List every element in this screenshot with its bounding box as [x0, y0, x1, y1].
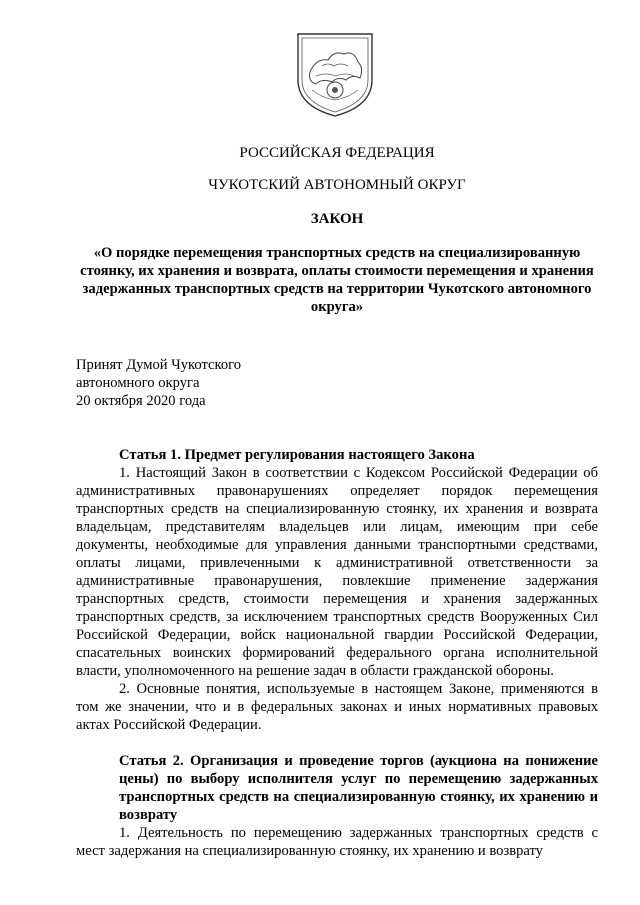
adoption-line-1: Принят Думой Чукотского — [76, 357, 242, 373]
article-1-paragraph-2: 2. Основные понятия, используемые в настоящем Законе, применяются в том же значении, что и в федеральных законах и иных нормативных правовых актах Российской Федерации. — [76, 681, 598, 733]
adoption-block — [76, 356, 241, 410]
coat-of-arms-icon — [292, 28, 378, 120]
article-2-title: Статья 2. Организация и проведение торгов (аукциона на понижение цены) по выбору исполнителя услуг по перемещению задержанных транспортных средств на специализированную стоянку, их хранению и возврату — [119, 753, 598, 823]
article-1-title: Статья 1. Предмет регулирования настоящего Закона — [119, 447, 475, 463]
adoption-date: 20 октября 2020 года — [76, 393, 206, 409]
article-2 — [76, 752, 598, 860]
law-title: «О порядке перемещения транспортных средств на специализированную стоянку, их хранения и возврата, оплаты стоимости перемещения и хранения задержанных транспортных средств на территории Чукотского автономного округа» — [80, 245, 594, 315]
region-heading: ЧУКОТСКИЙ АВТОНОМНЫЙ ОКРУГ — [208, 177, 466, 193]
article-1 — [76, 446, 598, 734]
doc-type-heading: ЗАКОН — [310, 211, 364, 227]
article-2-paragraph-1: 1. Деятельность по перемещению задержанных транспортных средств с мест задержания на специализированную стоянку, их хранению и возврату — [76, 825, 598, 859]
country-heading: РОССИЙСКАЯ ФЕДЕРАЦИЯ — [239, 145, 435, 161]
article-1-paragraph-1: 1. Настоящий Закон в соответствии с Кодексом Российской Федерации об административных правонарушениях определяет порядок перемещения транспортных средств на специализированную стоянку, их хранения и возврата владельцам, представителям владельцев или лицам, имеющим при себе документы, необходимые для управления данными транспортными средствами, оплаты лицами, привлеченными к административной ответственности за административные правонарушения, повлекшие применение задержания транспортных средств, стоимости перемещения и хранения задержанных транспортных средств, за исключением транспортных средств Вооруженных Сил Российской Федерации, войск национальной гвардии Российской Федерации, спасательных воинских формирований федерального органа исполнительной власти, уполномоченного на решение задач в области гражданской обороны. — [76, 465, 598, 679]
adoption-line-2: автономного округа — [76, 375, 200, 391]
